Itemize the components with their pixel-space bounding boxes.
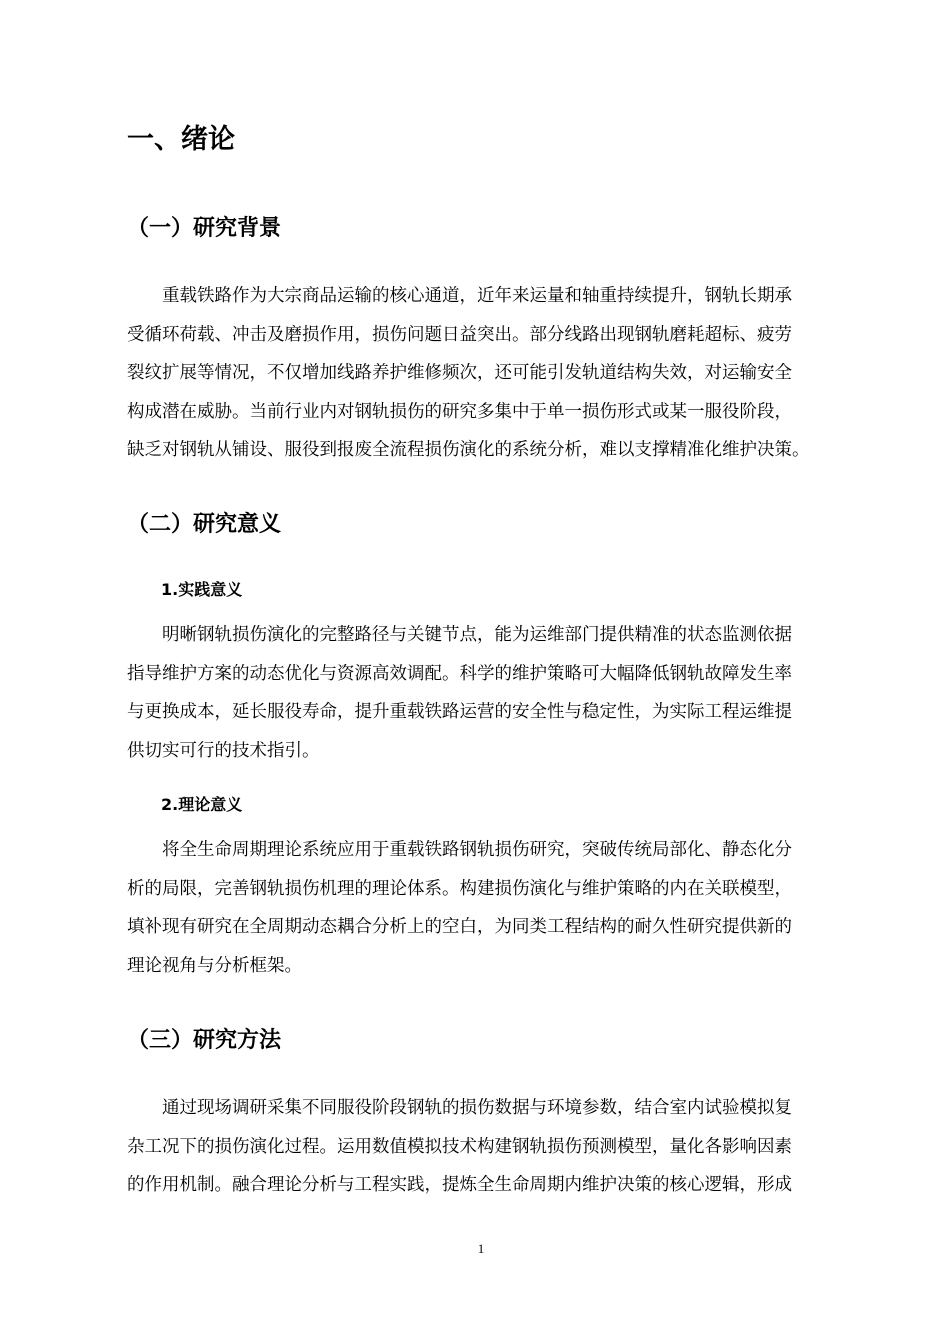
paragraph-practical (127, 616, 863, 770)
text-line: 理论视角与分析框架。 (127, 955, 302, 976)
text-line: 重载铁路作为大宗商品运输的核心通道，近年来运量和轴重持续提升，钢轨长期承 (127, 286, 792, 306)
text-line: 供切实可行的技术指引。 (127, 740, 320, 761)
text-line: 填补现有研究在全周期动态耦合分析上的空白，为同类工程结构的耐久性研究提供新的 (127, 917, 792, 937)
text-line: 的作用机制。融合理论分析与工程实践，提炼全生命周期内维护决策的核心逻辑，形成 (127, 1175, 792, 1195)
section-heading-significance: （二）研究意义 (127, 512, 282, 537)
text-line: 将全生命周期理论系统应用于重载铁路钢轨损伤研究，突破传统局部化、静态化分 (127, 840, 792, 860)
text-line: 析的局限，完善钢轨损伤机理的理论体系。构建损伤演化与维护策略的内在关联模型， (127, 878, 792, 899)
text-line: 缺乏对钢轨从铺设、服役到报废全流程损伤演化的系统分析，难以支撑精准化维护决策。 (127, 440, 810, 460)
page-number: 1 (477, 1241, 485, 1256)
text-line: 指导维护方案的动态优化与资源高效调配。科学的维护策略可大幅降低钢轨故障发生率 (127, 663, 792, 684)
text-line: 与更换成本，延长服役寿命，提升重载铁路运营的安全性与稳定性，为实际工程运维提 (127, 702, 792, 722)
text-line: 通过现场调研采集不同服役阶段钢轨的损伤数据与环境参数，结合室内试验模拟复 (127, 1098, 792, 1118)
paragraph-theoretical (127, 831, 863, 985)
chapter-title: 一、绪论 (127, 124, 235, 155)
text-line: 杂工况下的损伤演化过程。运用数值模拟技术构建钢轨损伤预测模型，量化各影响因素 (127, 1136, 792, 1157)
paragraph-methods (127, 1089, 863, 1205)
section-heading-methods: （三）研究方法 (127, 1028, 282, 1053)
subsection-heading-theoretical: 2.理论意义 (161, 795, 243, 814)
paragraph-background (127, 277, 863, 470)
text-line: 明晰钢轨损伤演化的完整路径与关键节点，能为运维部门提供精准的状态监测依据 (127, 625, 792, 645)
section-heading-background: （一）研究背景 (127, 216, 282, 241)
text-line: 构成潜在威胁。当前行业内对钢轨损伤的研究多集中于单一损伤形式或某一服役阶段， (127, 401, 792, 422)
text-line: 受循环荷载、冲击及磨损作用，损伤问题日益突出。部分线路出现钢轨磨耗超标、疲劳 (127, 324, 792, 345)
text-line: 裂纹扩展等情况，不仅增加线路养护维修频次，还可能引发轨道结构失效，对运输安全 (127, 363, 792, 383)
subsection-heading-practical: 1.实践意义 (161, 580, 243, 599)
